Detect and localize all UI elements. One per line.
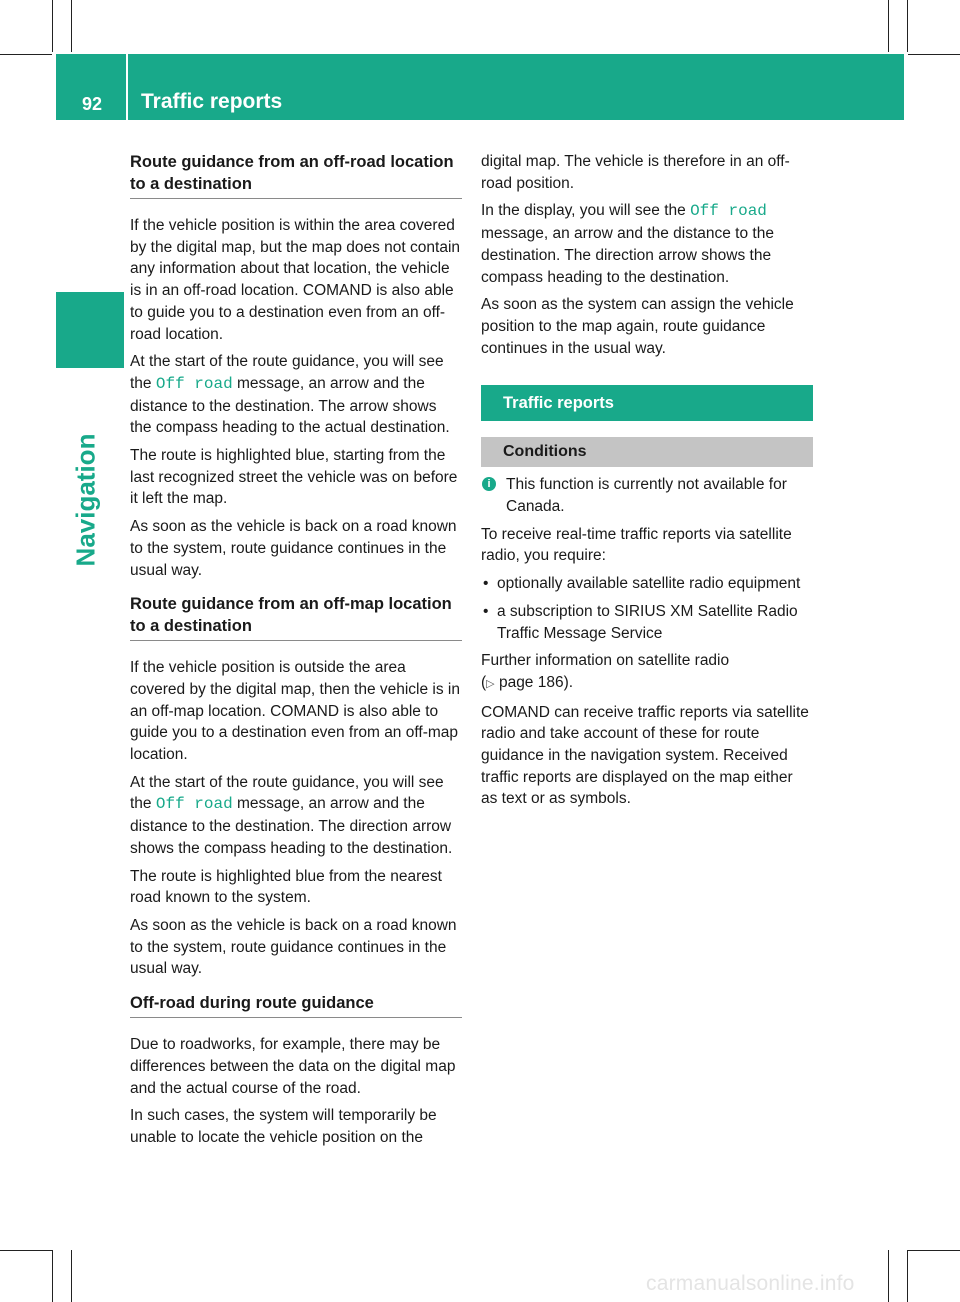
paragraph: To receive real-time traffic reports via satellite radio, you require: xyxy=(481,525,792,565)
crop-mark xyxy=(0,54,52,55)
conditions-heading: Conditions xyxy=(481,437,813,467)
paragraph: If the vehicle position is within the area covered by the digital map, but the map does not contain any information about that location, the vehicle is in an off-road location. COMAND is also able to guide you to a destination even from an off-road location. xyxy=(130,217,461,343)
page-title: Traffic reports xyxy=(141,90,283,113)
paragraph: Further information on satellite radio (▷ page 186). xyxy=(481,652,730,691)
crop-mark xyxy=(907,1250,908,1302)
paragraph: The route is highlighted blue, starting from the last recognized street the vehicle was on before it left the map. xyxy=(130,447,458,508)
right-column xyxy=(481,151,813,816)
section-heading: Off-road during route guidance xyxy=(130,992,462,1018)
info-note xyxy=(481,474,813,517)
paragraph: As soon as the vehicle is back on a road known to the system, route guidance continues in the usual way. xyxy=(130,916,457,978)
paragraph: The route is highlighted blue from the nearest road known to the system. xyxy=(130,867,442,907)
paragraph: In such cases, the system will temporarily be unable to locate the vehicle position on the xyxy=(130,1107,437,1146)
crop-mark xyxy=(888,1250,889,1302)
section-heading: Route guidance from an off-road location to a destination xyxy=(130,151,462,199)
paragraph: As soon as the system can assign the vehicle position to the map again, route guidance continues in the usual way. xyxy=(481,296,794,357)
paragraph: COMAND can receive traffic reports via satellite radio and take account of these for route guidance in the navigation system. Received traffic reports are displayed on the map either as text or as symbols. xyxy=(481,703,809,808)
left-column xyxy=(130,151,462,1155)
paragraph: At the start of the route guidance, you will see the Off road message, an arrow and the distance to the destination. The arrow shows the compass heading to the actual destination. xyxy=(130,353,450,437)
crop-mark xyxy=(52,0,53,52)
page-reference-arrow-icon: ▷ xyxy=(486,677,495,690)
crop-mark xyxy=(52,1250,53,1302)
crop-mark xyxy=(888,0,889,52)
display-message: Off road xyxy=(155,374,233,393)
page-number: 92 xyxy=(82,94,103,114)
paragraph: As soon as the vehicle is back on a road known to the system, route guidance continues in the usual way. xyxy=(130,518,457,579)
header-separator xyxy=(126,54,128,120)
page-reference-link[interactable]: page 186). xyxy=(494,673,574,691)
section-label: Navigation xyxy=(70,433,101,567)
info-text: This function is currently not available for Canada. xyxy=(506,476,787,516)
crop-mark xyxy=(71,0,72,52)
section-heading: Route guidance from an off-map location to a destination xyxy=(130,593,462,641)
bullet-icon: • xyxy=(483,602,489,620)
watermark: carmanualsonline.info xyxy=(646,1272,855,1295)
paragraph: Due to roadworks, for example, there may be differences between the data on the digital map and the actual course of the road. xyxy=(130,1036,456,1097)
paragraph: digital map. The vehicle is therefore in an off-road position. xyxy=(481,153,790,192)
bullet-icon: • xyxy=(483,575,489,593)
display-message: Off road xyxy=(155,795,233,814)
list-item xyxy=(481,601,813,644)
list-item-text: a subscription to SIRIUS XM Satellite Radio Traffic Message Service xyxy=(497,602,798,642)
crop-mark xyxy=(908,1250,960,1251)
paragraph: At the start of the route guidance, you will see the Off road message, an arrow and the distance to the destination. The direction arrow shows the compass heading to the destination. xyxy=(130,773,453,857)
crop-mark xyxy=(71,1250,72,1302)
info-icon: i xyxy=(482,477,496,491)
paragraph: In the display, you will see the Off road message, an arrow and the distance to the destination. The direction arrow shows the compass heading to the destination. xyxy=(481,202,774,286)
crop-mark xyxy=(907,0,908,52)
display-message: Off road xyxy=(690,202,767,221)
crop-mark xyxy=(908,54,960,55)
paragraph: If the vehicle position is outside the area covered by the digital map, then the vehicle is in an off-map location. COMAND is also able to guide you to a destination even from an off-map location. xyxy=(130,659,460,764)
traffic-reports-heading: Traffic reports xyxy=(481,385,813,421)
crop-mark xyxy=(0,1250,52,1251)
section-tab-marker xyxy=(56,292,124,368)
list-item-text: optionally available satellite radio equipment xyxy=(497,575,801,593)
list-item xyxy=(481,573,813,595)
